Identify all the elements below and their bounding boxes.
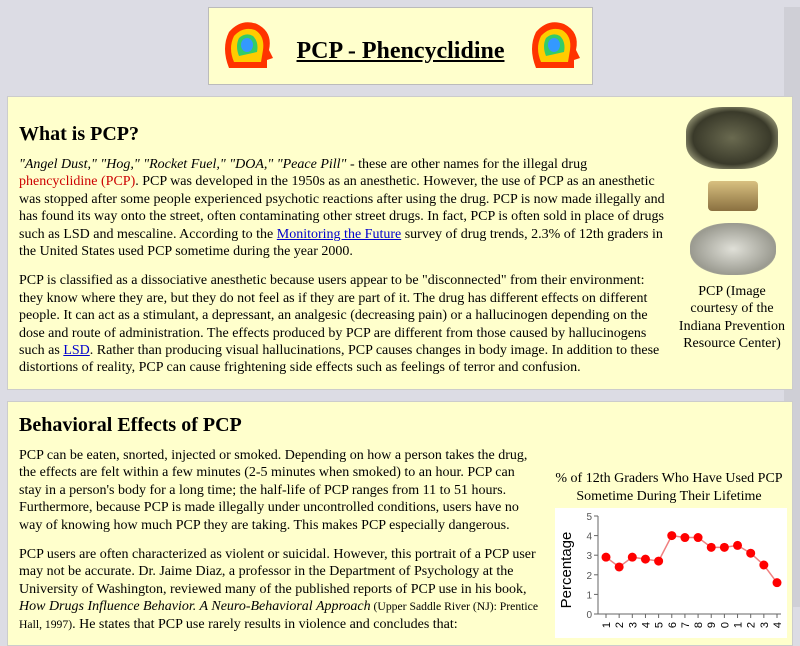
text: PCP users are often characterized as violent or suicidal. However, this portrait of a PCP user may not be accurate. Dr. Jaime Diaz, a professor in the Department of Psychology at the University of Washington, reviewed many of the published reports of PCP use in his book, xyxy=(19,546,536,597)
paragraph xyxy=(19,156,684,260)
x-tick-label: 3 xyxy=(627,621,640,628)
monitoring-the-future-link[interactable]: Monitoring the Future xyxy=(276,226,402,242)
x-tick-label: 7 xyxy=(679,621,692,628)
x-tick-label: 3 xyxy=(758,621,771,628)
drug-name: phencyclidine (PCP) xyxy=(19,174,136,190)
x-tick-label: 4 xyxy=(772,621,784,628)
y-tick-label: 5 xyxy=(586,511,592,523)
x-tick-label: 2 xyxy=(614,621,627,628)
paragraph xyxy=(19,546,539,633)
book-title: How Drugs Influence Behavior. A Neuro-Behavioral Approach xyxy=(19,599,371,615)
text: . PCP was developed in the 1950s as an anesthetic. However, the use of PCP as an anesthetic was stopped after some people experienced psychotic reactions after using the drug. PCP is now made illegally and has found its way onto the street, often contaminating other street drugs. In fact, PCP is often sold in place of drugs such as LSD and mescaline. According to the xyxy=(19,174,665,242)
behavioral-effects-section xyxy=(7,401,793,646)
y-tick-label: 1 xyxy=(586,590,592,602)
text: survey of drug trends, 2.3% of 12th graders in the United States used PCP sometime during the year 2000. xyxy=(19,226,663,260)
x-tick-label: 5 xyxy=(653,621,666,628)
y-tick-label: 2 xyxy=(586,570,592,582)
publisher: (Upper Saddle River (NJ): Prentice Hall, 1997) xyxy=(19,600,538,631)
section-heading: What is PCP? xyxy=(19,123,139,145)
page-title: PCP - Phencyclidine xyxy=(296,38,505,64)
chart-column xyxy=(551,470,787,638)
image-caption: PCP (Image courtesy of the Indiana Prevention Resource Center) xyxy=(678,284,786,352)
lsd-link[interactable]: LSD xyxy=(63,343,90,359)
text: . Rather than producing visual hallucinations, PCP causes changes in body image. In addition to these distortions of reality, PCP can cause frightening side effects such as feelings of terror and confusion. xyxy=(19,343,660,376)
paragraph xyxy=(19,272,684,376)
data-point xyxy=(707,543,716,552)
image-column xyxy=(677,107,787,353)
data-point xyxy=(641,554,650,563)
x-tick-label: 2 xyxy=(745,621,758,628)
paragraph: PCP can be eaten, snorted, injected or smoked. Depending on how a person takes the drug, the effects are felt within a few minutes (2-5 minutes when smoked) to an hour. PCP can stay in a person's body for a long time; the half-life of PCP ranges from 11 to 51 hours. Furthermore, because PCP is made illegally under uncontrolled conditions, users have no way of knowing how much PCP they are taking. This makes PCP especially dangerous. xyxy=(19,447,528,533)
data-point xyxy=(773,578,782,587)
data-point xyxy=(654,556,663,565)
data-point xyxy=(694,533,703,542)
x-tick-label: 4 xyxy=(640,621,653,628)
y-tick-label: 4 xyxy=(586,531,592,543)
x-tick-label: 9 xyxy=(706,621,719,628)
y-axis-label: Percentage xyxy=(558,531,575,609)
what-is-pcp-section xyxy=(7,96,793,390)
pcp-image xyxy=(686,107,778,279)
text: PCP is classified as a dissociative anesthetic because users appear to be "disconnected" from their environment: they know where they are, but they do not feel as if they are part of it. The drug has different effects on different people. It can act as a stimulant, a depressant, an analgesic (decreasing pain) or a hallucinogen depending on the dose and route of administration. The effects produced by PCP are different from those caused by hallucinogens such as xyxy=(19,273,648,359)
data-point xyxy=(667,531,676,540)
section-heading: Behavioral Effects of PCP xyxy=(19,413,242,436)
title-banner xyxy=(208,7,593,85)
x-tick-label: 1 xyxy=(732,621,745,628)
data-point xyxy=(628,553,637,562)
data-point xyxy=(602,553,611,562)
chart-title: % of 12th Graders Who Have Used PCP Sometime During Their Lifetime xyxy=(555,470,783,504)
x-tick-label: 1 xyxy=(601,621,613,628)
data-point xyxy=(615,562,624,571)
x-tick-label: 8 xyxy=(693,621,706,628)
data-point xyxy=(733,541,742,550)
data-point xyxy=(680,533,689,542)
data-point xyxy=(746,549,755,558)
text-column xyxy=(19,414,539,633)
data-point xyxy=(759,560,768,569)
y-tick-label: 0 xyxy=(586,609,592,621)
pcp-use-chart xyxy=(555,508,787,638)
x-tick-label: 0 xyxy=(719,621,732,628)
text: - these are other names for the illegal drug xyxy=(346,157,588,172)
x-tick-label: 6 xyxy=(666,621,679,628)
data-point xyxy=(720,543,729,552)
nicknames: "Angel Dust," "Hog," "Rocket Fuel," "DOA," "Peace Pill" xyxy=(19,157,347,172)
y-tick-label: 3 xyxy=(586,551,592,563)
text-column xyxy=(19,123,684,377)
text: . He states that PCP use rarely results in violence and concludes that: xyxy=(72,616,458,632)
